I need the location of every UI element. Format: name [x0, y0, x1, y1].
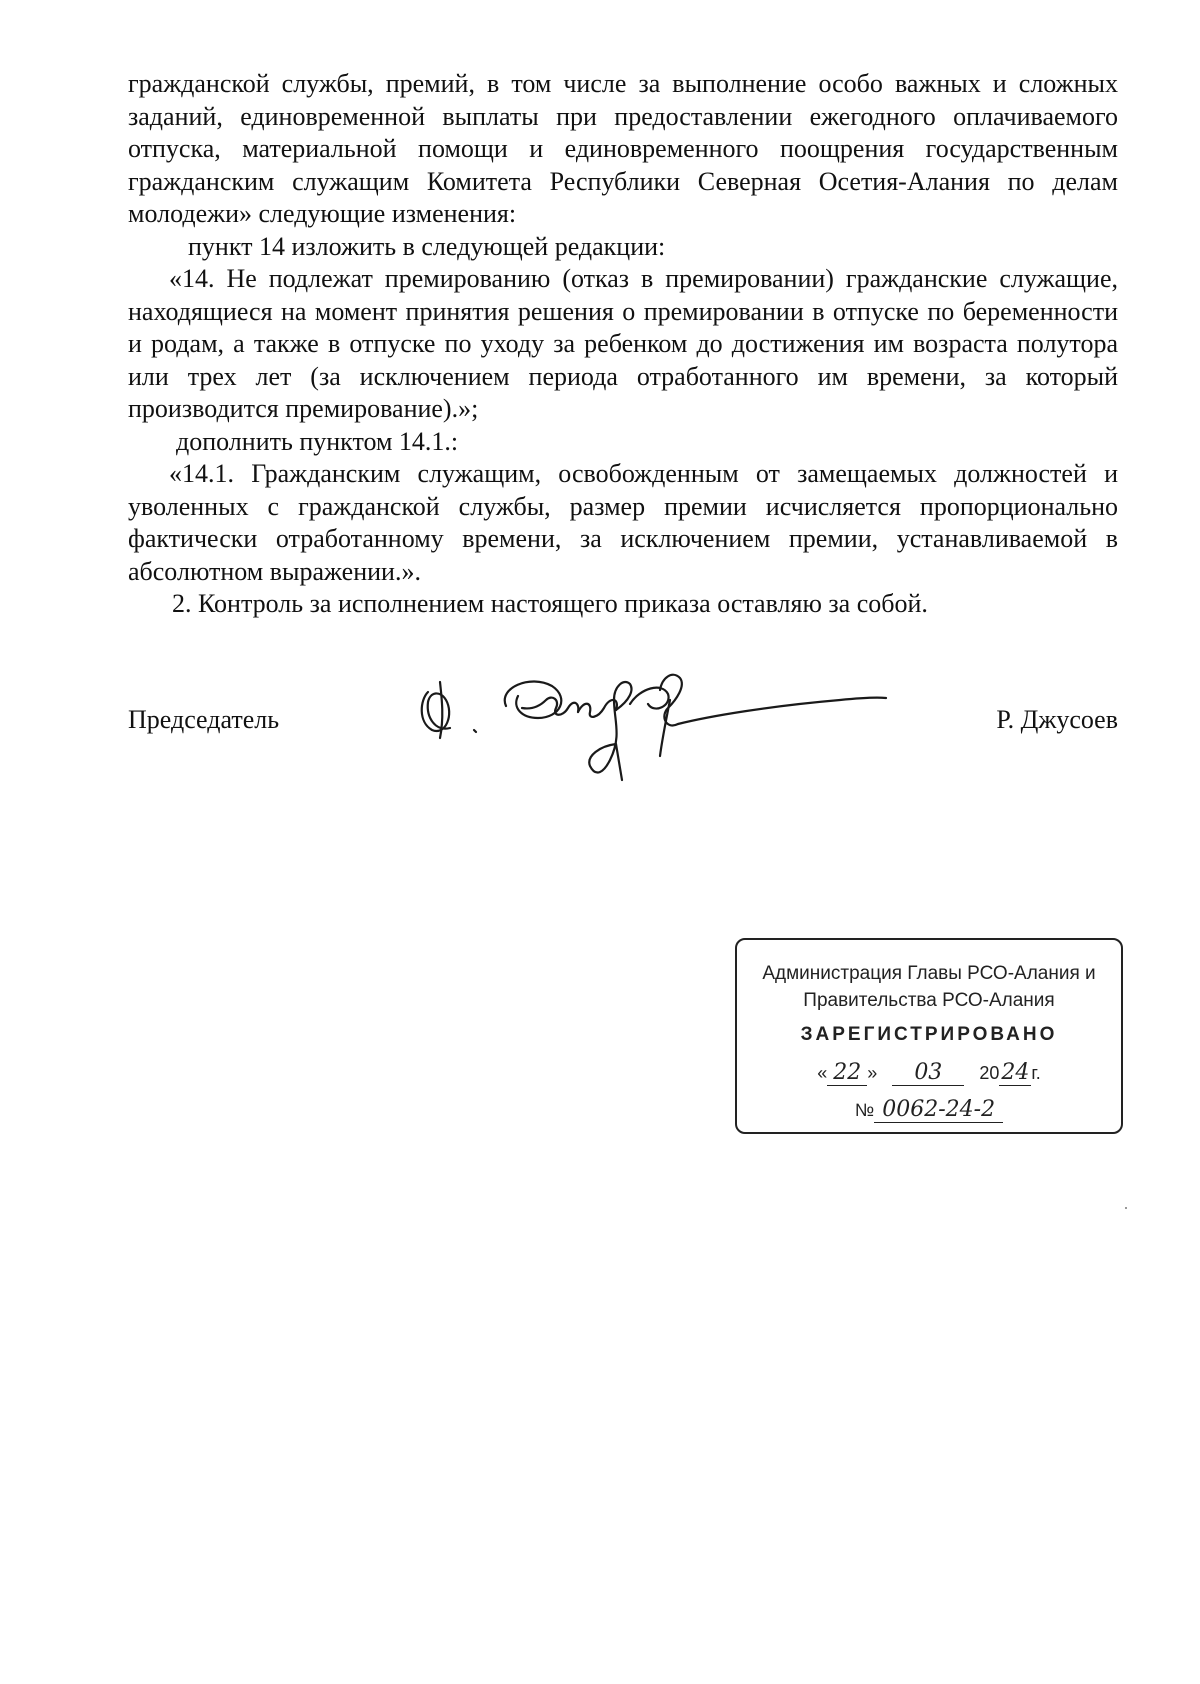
stamp-org-line-2: Правительства РСО-Алания [803, 990, 1055, 1011]
paragraph-item-14-1-heading: дополнить пунктом 14.1.: [176, 426, 459, 456]
document-body [128, 68, 1118, 621]
stamp-date [737, 1060, 1121, 1086]
stamp-number-value: 0062-24-2 [874, 1097, 1003, 1123]
stamp-date-open-quote: « [817, 1063, 828, 1083]
stamp-date-year-prefix: 20 [979, 1063, 1000, 1083]
stamp-date-close-quote: » [867, 1063, 878, 1083]
paragraph-intro: гражданской службы, премий, в том числе за выполнение особо важных и сложных заданий, единовременной выплаты при предоставлении ежегодного оплачиваемого отпуска, материальной помощи и единовременного поощрения государственным гражданским служащим Комитета Республики Северная Осетия-Алания по делам молодежи» следующие изменения: [128, 69, 1118, 228]
stamp-date-month: 03 [892, 1060, 964, 1086]
scan-speck [1125, 1207, 1127, 1209]
stamp-registration-number [737, 1097, 1121, 1122]
stamp-number-label: № [854, 1100, 875, 1120]
stamp-org-line-1: Администрация Главы РСО-Алания и [762, 963, 1096, 984]
paragraph-item-14-1-text: «14.1. Гражданским служащим, освобожденным от замещаемых должностей и уволенных с гражданской службы, размер премии исчисляется пропорционально фактически отработанному времени, за исключением премии, устанавливаемой в абсолютном выражении.». [128, 459, 1118, 586]
stamp-organization [737, 960, 1121, 1014]
signer-title: Председатель [128, 705, 280, 734]
paragraph-control-clause: 2. Контроль за исполнением настоящего приказа оставляю за собой. [172, 589, 928, 618]
signer-name: Р. Джусоев [996, 705, 1118, 734]
handwritten-signature [410, 660, 890, 795]
stamp-status: ЗАРЕГИСТРИРОВАНО [800, 1024, 1058, 1045]
registration-stamp [735, 938, 1123, 1134]
stamp-date-year-suffix: 24 [1001, 1060, 1030, 1085]
paragraph-item-14-text: «14. Не подлежат премированию (отказ в премировании) гражданские служащие, находящиеся на момент принятия решения о премировании в отпуске по беременности и родам, а также в отпуске по уходу за ребенком до достижения им возраста полутора или трех лет (за исключением периода отработанного им времени, за который производится премирование).»; [128, 264, 1118, 423]
stamp-date-day: 22 [827, 1060, 867, 1086]
paragraph-item-14-heading: пункт 14 изложить в следующей редакции: [188, 231, 666, 261]
stamp-date-year-mark: г. [1031, 1063, 1041, 1083]
